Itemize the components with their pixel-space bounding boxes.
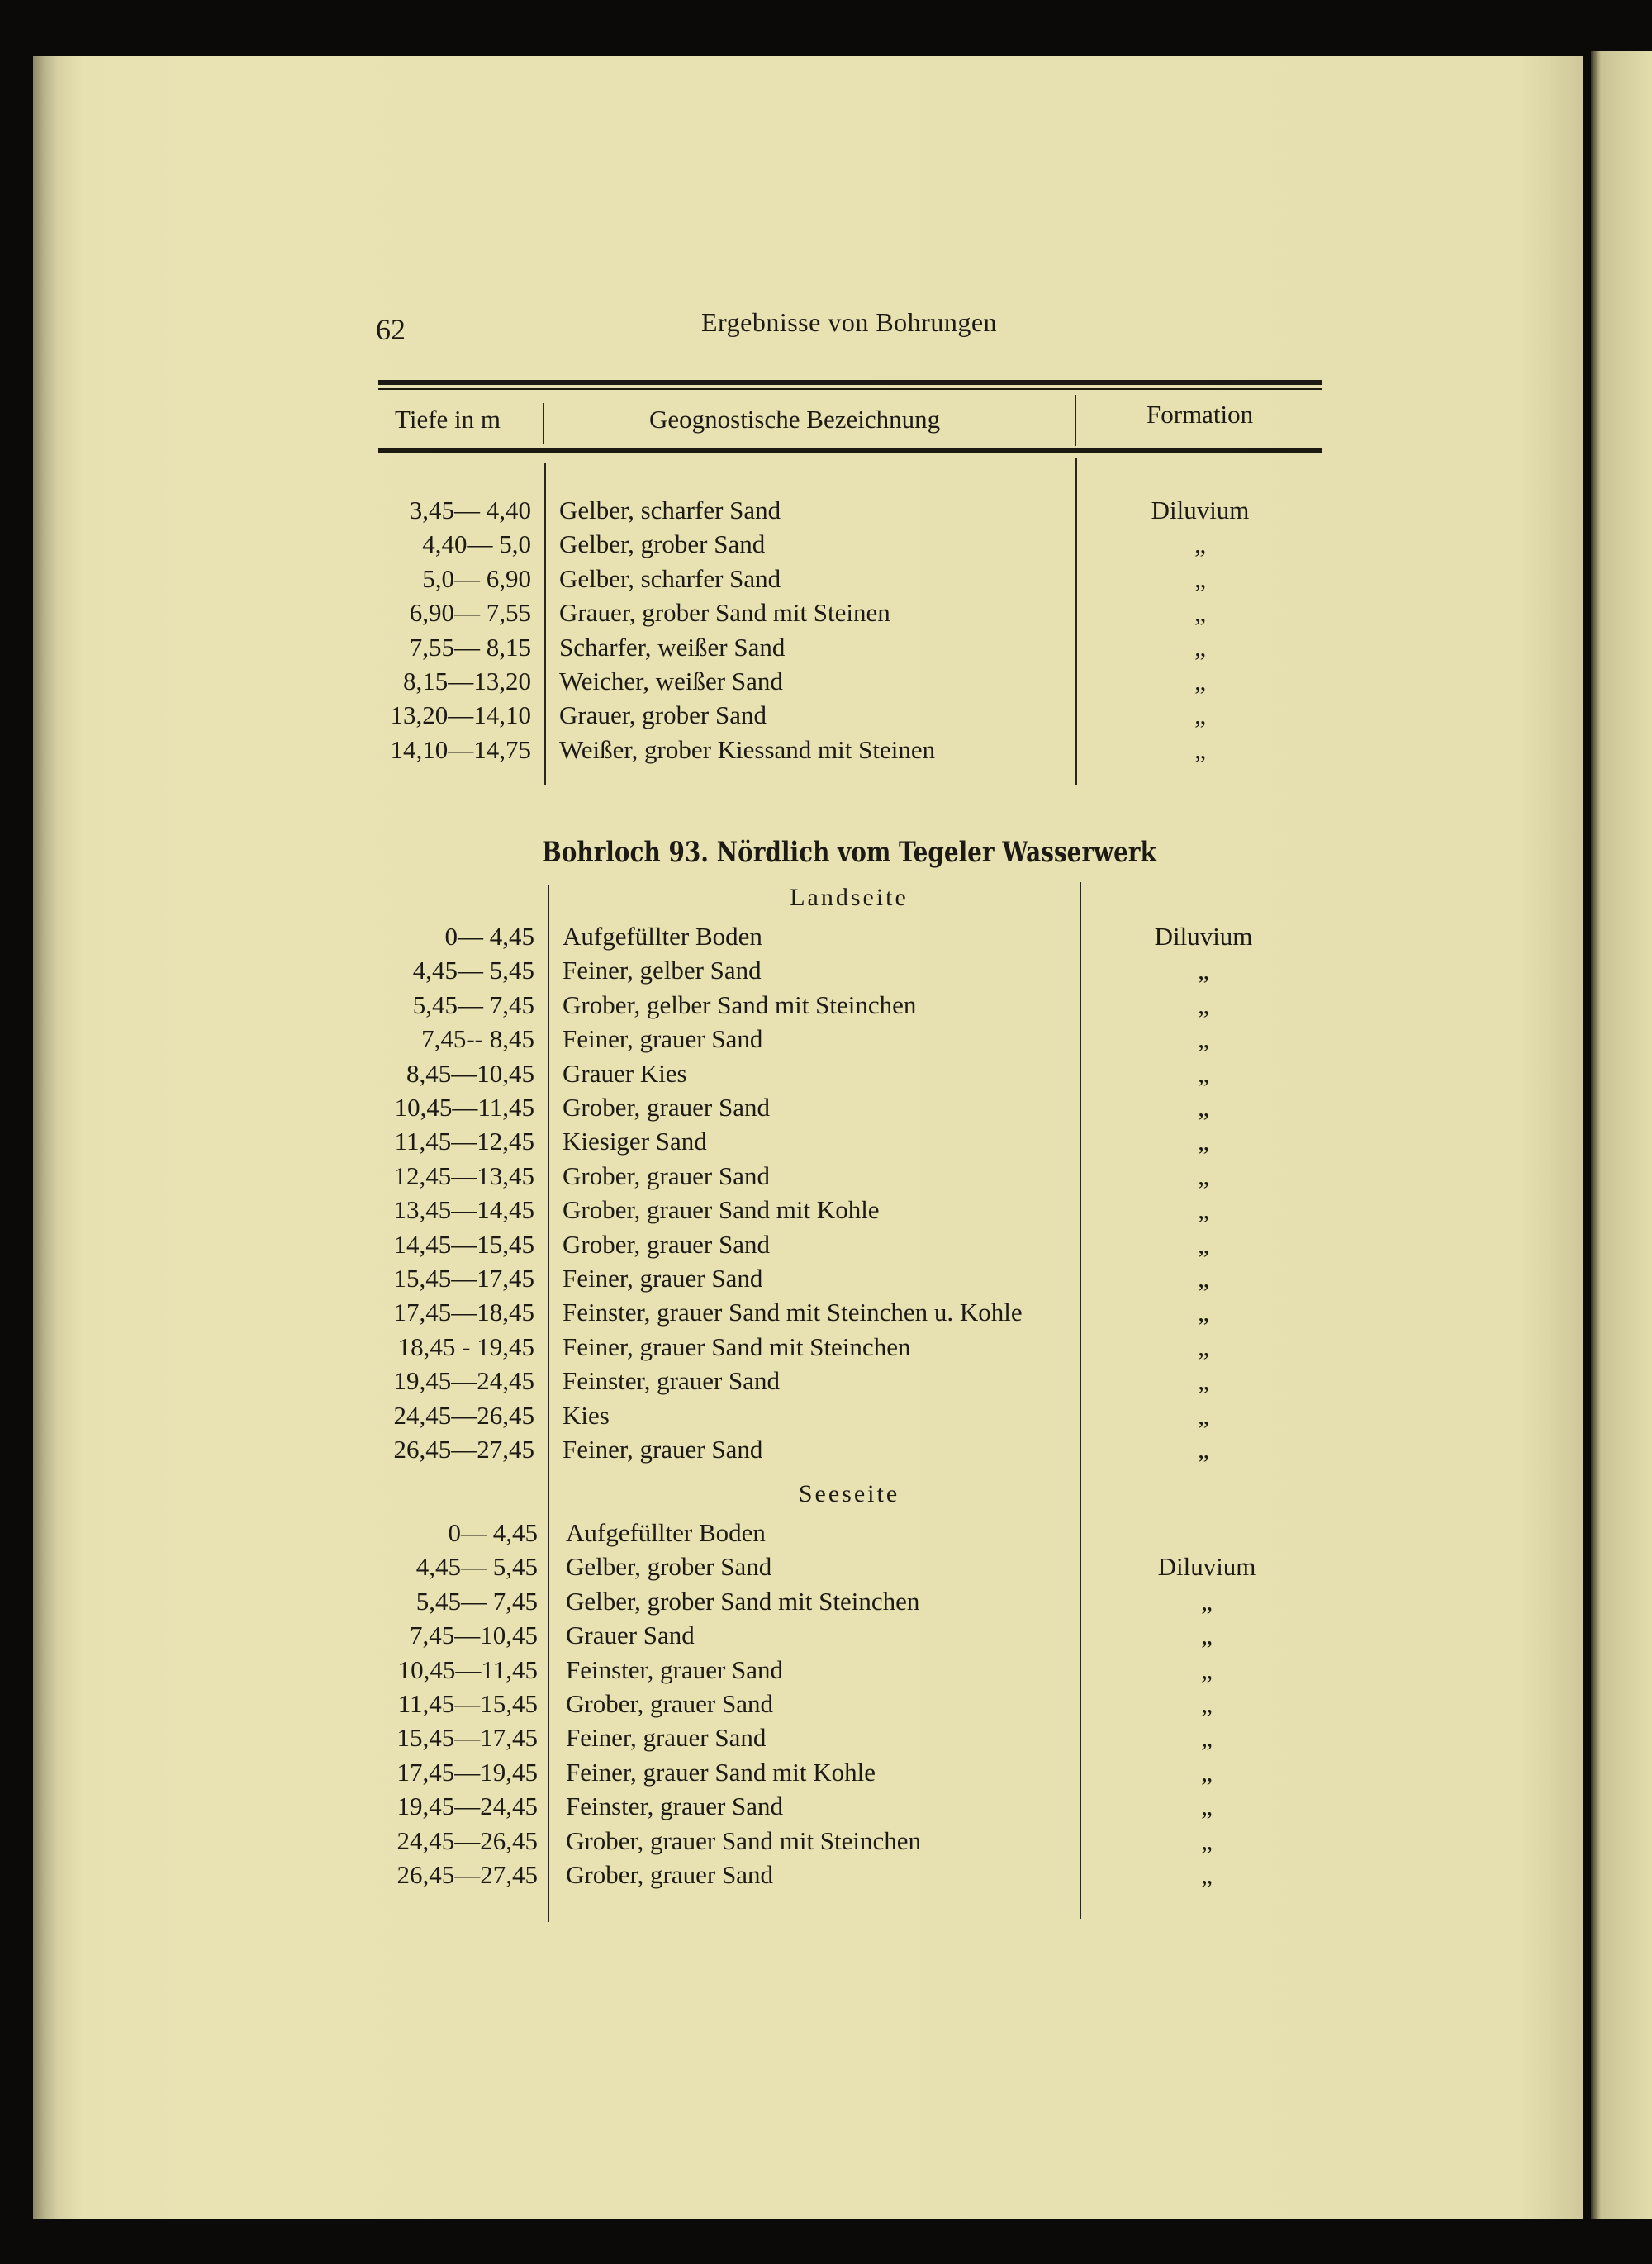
formation-cell: „ <box>1198 956 1209 985</box>
table-row <box>374 698 1332 732</box>
description-cell: Feiner, gelber Sand <box>563 956 762 985</box>
table-row <box>374 493 1332 527</box>
formation-cell: „ <box>1201 1723 1213 1753</box>
description-cell: Gelber, scharfer Sand <box>559 496 781 524</box>
formation-cell: „ <box>1194 598 1206 628</box>
table-row <box>377 1398 1336 1432</box>
formation-cell: Diluvium <box>1154 922 1253 951</box>
depth-cell: 19,45—24,45 <box>396 1792 538 1821</box>
table-row <box>377 1022 1336 1056</box>
formation-cell: „ <box>1201 1860 1213 1889</box>
description-cell: Grauer Kies <box>563 1058 687 1088</box>
formation-cell: Diluvium <box>1157 1552 1256 1582</box>
formation-cell: „ <box>1198 1229 1209 1259</box>
table-row <box>377 953 1336 987</box>
depth-cell: 26,45—27,45 <box>393 1435 534 1464</box>
page-number: 62 <box>376 313 406 346</box>
table-row <box>374 664 1332 698</box>
depth-cell: 3,45— 4,40 <box>409 496 531 524</box>
formation-cell: „ <box>1198 1331 1209 1361</box>
table-row <box>381 1858 1339 1891</box>
formation-cell: „ <box>1198 1093 1209 1122</box>
depth-cell: 5,45— 7,45 <box>412 990 534 1019</box>
table-row <box>381 1789 1339 1823</box>
formation-cell: „ <box>1198 1127 1209 1156</box>
formation-cell: „ <box>1198 1264 1209 1293</box>
header-bottom-rule <box>378 448 1322 453</box>
description-cell: Grauer, grober Sand mit Steinen <box>559 598 890 628</box>
table-row <box>381 1653 1339 1687</box>
table-row <box>377 1124 1336 1158</box>
table-row <box>374 596 1332 629</box>
formation-cell: „ <box>1194 667 1206 695</box>
depth-cell: 6,90— 7,55 <box>409 598 531 628</box>
description-cell: Grober, grauer Sand <box>563 1093 770 1122</box>
depth-cell: 19,45—24,45 <box>393 1366 534 1396</box>
formation-cell: „ <box>1198 1400 1209 1430</box>
depth-cell: 18,45 - 19,45 <box>397 1331 534 1361</box>
depth-cell: 14,10—14,75 <box>390 734 531 764</box>
subsection-seeseite: Seeseite <box>798 1480 900 1507</box>
depth-cell: 5,45— 7,45 <box>415 1586 538 1616</box>
description-cell: Gelber, grober Sand <box>559 529 766 559</box>
depth-cell: 7,45-- 8,45 <box>421 1024 534 1054</box>
description-cell: Feinster, grauer Sand <box>566 1792 784 1821</box>
formation-cell: „ <box>1201 1757 1213 1787</box>
description-cell: Aufgefüllter Boden <box>563 922 762 951</box>
formation-cell: Diluvium <box>1151 496 1250 524</box>
table-top-rule-thin <box>378 388 1322 390</box>
table-row <box>374 630 1332 664</box>
description-cell: Grober, grauer Sand mit Kohle <box>563 1195 880 1225</box>
table-row <box>377 1159 1336 1193</box>
depth-cell: 7,45—10,45 <box>410 1621 538 1650</box>
description-cell: Feinster, grauer Sand <box>563 1366 781 1396</box>
formation-cell: „ <box>1201 1825 1213 1855</box>
formation-cell: „ <box>1194 632 1206 662</box>
depth-cell: 4,45— 5,45 <box>415 1552 538 1582</box>
description-cell: Feinster, grauer Sand mit Steinchen u. Kohle <box>563 1298 1023 1327</box>
depth-cell: 0— 4,45 <box>444 922 534 951</box>
formation-cell: „ <box>1201 1654 1213 1684</box>
depth-cell: 17,45—18,45 <box>393 1298 534 1327</box>
table-row <box>381 1584 1339 1618</box>
description-cell: Feiner, grauer Sand <box>563 1435 763 1464</box>
description-cell: Aufgefüllter Boden <box>566 1518 766 1547</box>
description-cell: Grober, grauer Sand mit Steinchen <box>566 1825 922 1855</box>
description-cell: Feiner, grauer Sand <box>566 1723 767 1753</box>
description-cell: Feiner, grauer Sand mit Steinchen <box>563 1331 911 1361</box>
table-row <box>377 1056 1336 1090</box>
table-row <box>377 1295 1336 1329</box>
formation-cell: „ <box>1201 1689 1213 1718</box>
table-row <box>377 1090 1336 1124</box>
formation-cell: „ <box>1198 1058 1209 1088</box>
table-row <box>377 988 1336 1022</box>
table-row <box>381 1755 1339 1789</box>
depth-cell: 24,45—26,45 <box>393 1400 534 1430</box>
table-row <box>381 1824 1339 1858</box>
depth-cell: 4,40— 5,0 <box>422 529 531 559</box>
depth-cell: 11,45—15,45 <box>397 1689 538 1718</box>
depth-cell: 8,15—13,20 <box>403 667 531 695</box>
table-row <box>377 1364 1336 1398</box>
description-cell: Gelber, grober Sand mit Steinchen <box>566 1586 920 1616</box>
table-row <box>381 1687 1339 1721</box>
description-cell: Weicher, weißer Sand <box>559 667 783 695</box>
table-row <box>374 733 1332 767</box>
table-row <box>377 1261 1336 1295</box>
section-title: Bohrloch 93. Nördlich vom Tegeler Wasserwerk <box>542 836 1156 869</box>
description-cell: Gelber, scharfer Sand <box>559 563 781 593</box>
depth-cell: 0— 4,45 <box>448 1518 538 1547</box>
depth-cell: 26,45—27,45 <box>396 1860 538 1889</box>
column-header-formation: Formation <box>1146 400 1254 429</box>
table-row <box>381 1721 1339 1754</box>
description-cell: Kies <box>563 1400 610 1430</box>
formation-cell: „ <box>1198 1024 1209 1054</box>
description-cell: Feinster, grauer Sand <box>566 1654 784 1684</box>
description-cell: Grober, grauer Sand <box>566 1689 773 1718</box>
table-row <box>381 1618 1339 1652</box>
depth-cell: 15,45—17,45 <box>396 1723 538 1753</box>
table-row <box>377 1193 1336 1227</box>
depth-cell: 10,45—11,45 <box>397 1654 538 1684</box>
table-row <box>377 1330 1336 1364</box>
description-cell: Grauer Sand <box>566 1621 695 1650</box>
description-cell: Grauer, grober Sand <box>559 700 767 730</box>
description-cell: Kiesiger Sand <box>563 1127 707 1156</box>
description-cell: Grober, grauer Sand <box>566 1860 773 1889</box>
formation-cell: „ <box>1194 563 1206 593</box>
table-row <box>377 1432 1336 1466</box>
depth-cell: 13,20—14,10 <box>390 700 531 730</box>
description-cell: Feiner, grauer Sand <box>563 1264 763 1293</box>
depth-cell: 15,45—17,45 <box>393 1264 534 1293</box>
depth-cell: 5,0— 6,90 <box>422 563 531 593</box>
depth-cell: 8,45—10,45 <box>406 1058 534 1088</box>
description-cell: Scharfer, weißer Sand <box>559 632 786 662</box>
table-row <box>377 919 1336 953</box>
depth-cell: 10,45—11,45 <box>394 1093 534 1122</box>
formation-cell: „ <box>1201 1586 1213 1616</box>
description-cell: Weißer, grober Kiessand mit Steinen <box>559 734 936 764</box>
depth-cell: 13,45—14,45 <box>393 1195 534 1225</box>
header-divider <box>543 403 544 444</box>
description-cell: Feiner, grauer Sand mit Kohle <box>566 1757 876 1787</box>
depth-cell: 11,45—12,45 <box>394 1127 534 1156</box>
table-row <box>374 562 1332 596</box>
formation-cell: „ <box>1198 1160 1209 1190</box>
table-row <box>377 1227 1336 1261</box>
description-cell: Feiner, grauer Sand <box>563 1024 763 1054</box>
formation-cell: „ <box>1201 1621 1213 1650</box>
description-cell: Gelber, grober Sand <box>566 1552 772 1582</box>
depth-cell: 12,45—13,45 <box>393 1160 534 1190</box>
formation-cell: „ <box>1201 1792 1213 1821</box>
formation-cell: „ <box>1198 1435 1209 1464</box>
formation-cell: „ <box>1194 529 1206 559</box>
subsection-landseite: Landseite <box>790 884 909 911</box>
next-page-edge <box>1591 51 1652 2219</box>
table-top-rule <box>378 380 1322 385</box>
depth-cell: 14,45—15,45 <box>393 1229 534 1259</box>
column-header-depth: Tiefe in m <box>395 405 501 434</box>
table-row <box>374 527 1332 561</box>
formation-cell: „ <box>1198 1366 1209 1396</box>
description-cell: Grober, gelber Sand mit Steinchen <box>563 990 917 1019</box>
description-cell: Grober, grauer Sand <box>563 1160 770 1190</box>
header-divider <box>1075 395 1076 446</box>
depth-cell: 4,45— 5,45 <box>412 956 534 985</box>
depth-cell: 7,55— 8,15 <box>409 632 531 662</box>
formation-cell: „ <box>1198 1298 1209 1327</box>
formation-cell: „ <box>1194 700 1206 730</box>
depth-cell: 24,45—26,45 <box>396 1825 538 1855</box>
description-cell: Grober, grauer Sand <box>563 1229 770 1259</box>
formation-cell: „ <box>1194 734 1206 764</box>
table-row <box>381 1550 1339 1583</box>
depth-cell: 17,45—19,45 <box>396 1757 538 1787</box>
formation-cell: „ <box>1198 990 1209 1019</box>
table-row <box>381 1516 1339 1550</box>
running-head: Ergebnisse von Bohrungen <box>700 307 998 337</box>
formation-cell: „ <box>1198 1195 1209 1225</box>
column-header-description: Geognostische Bezeichnung <box>649 405 941 434</box>
